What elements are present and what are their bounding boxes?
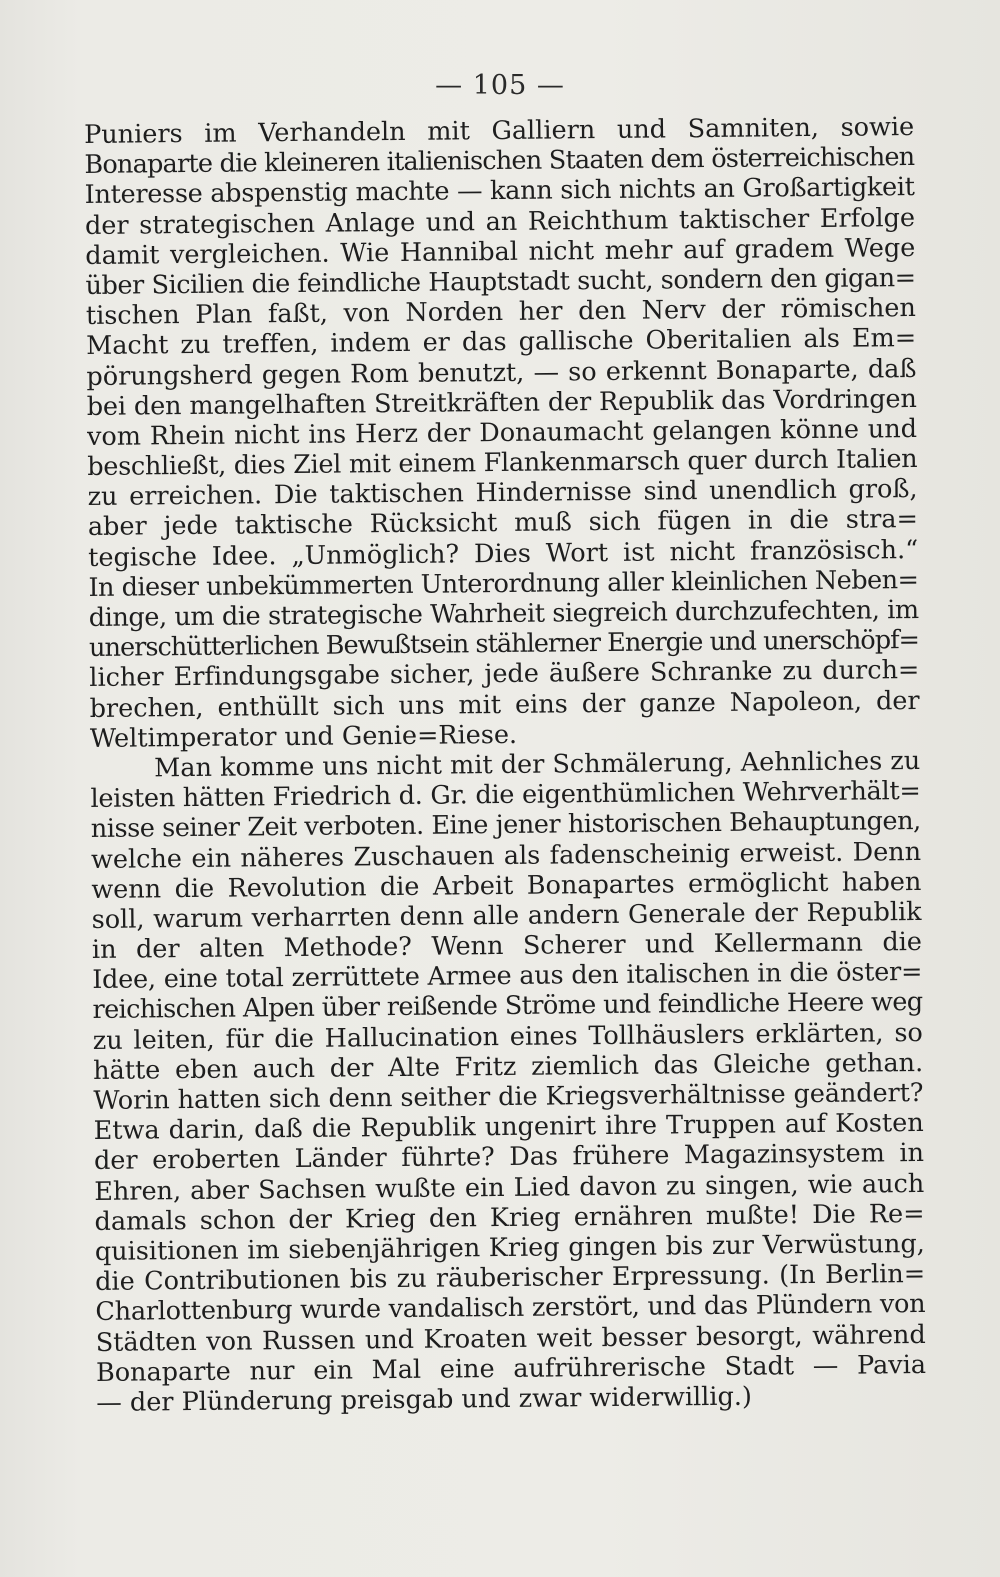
text-line: Ehren, aber Sachsen wußte ein Lied davon zu singen, wie auch	[94, 1168, 925, 1207]
text-line: wenn die Revolution die Arbeit Bonapartes ermöglicht haben	[91, 866, 922, 905]
text-line: welche ein näheres Zuschauen als fadenscheinig erweist. Denn	[90, 836, 922, 875]
text-line: Puniers im Verhandeln mit Galliern und Samniten, sowie	[84, 112, 915, 150]
body-text	[84, 112, 926, 1418]
text-line: In dieser unbekümmerten Unterordnung aller kleinlichen Neben=	[88, 564, 919, 603]
text-line: in der alten Methode? Wenn Scherer und Kellermann die	[91, 927, 923, 966]
text-line: der strategischen Anlage und an Reichthum taktischer Erfolge	[84, 202, 916, 241]
text-line: nisse seiner Zeit verboten. Eine jener historischen Behauptungen,	[90, 806, 921, 845]
text-line: tegische Idee. „Unmöglich? Dies Wort ist nicht französisch.“	[88, 534, 919, 573]
text-line: der eroberten Länder führte? Das frühere Magazinsystem in	[93, 1138, 925, 1177]
text-line: — der Plünderung preisgab und zwar widerwillig.)	[96, 1381, 753, 1418]
text-line: Interesse abspenstig machte — kann sich nichts an Großartigkeit	[84, 172, 915, 211]
text-line: Man komme uns nicht mit der Schmälerung, Aehnliches zu	[154, 745, 921, 784]
text-line: Weltimperator und Genie=Riese.	[89, 719, 518, 754]
text-line: bei den mangelhaften Streitkräften der Republik das Vordringen	[86, 383, 917, 422]
text-line: damals schon der Krieg den Krieg ernähren mußte! Die Re=	[94, 1198, 925, 1237]
text-line: Städten von Russen und Kroaten weit besser besorgt, während	[95, 1319, 926, 1358]
text-line: damit vergleichen. Wie Hannibal nicht mehr auf gradem Wege	[85, 232, 916, 271]
text-line: Idee, eine total zerrüttete Armee aus den italischen in die öster=	[92, 957, 923, 996]
text-line: Bonaparte die kleineren italienischen Staaten dem österreichischen	[84, 142, 915, 181]
text-line: Macht zu treffen, indem er das gallische Oberitalien als Em=	[86, 323, 917, 362]
text-line: aber jede taktische Rücksicht muß sich fügen in die stra=	[87, 504, 919, 543]
text-line: zu leiten, für die Hallucination eines Tollhäuslers erklärten, so	[92, 1017, 923, 1056]
text-line: reichischen Alpen über reißende Ströme und feindliche Heere weg	[92, 987, 923, 1026]
text-line: unerschütterlichen Bewußtsein stählerner Energie und unerschöpf=	[88, 625, 920, 664]
text-line: Worin hatten sich denn seither die Kriegsverhältnisse geändert?	[93, 1077, 924, 1116]
text-line: leisten hätten Friedrich d. Gr. die eigenthümlichen Wehrverhält=	[90, 776, 921, 815]
text-line: soll, warum verharrten denn alle andern Generale der Republik	[91, 896, 922, 935]
page-number: — 105 —	[435, 70, 565, 101]
text-line: Etwa darin, daß die Republik ungenirt ihre Truppen auf Kosten	[93, 1108, 924, 1147]
text-line: hätte eben auch der Alte Fritz ziemlich das Gleiche gethan.	[92, 1047, 924, 1086]
text-line: über Sicilien die feindliche Hauptstadt sucht, sondern den gigan=	[85, 262, 916, 301]
text-line: dinge, um die strategische Wahrheit siegreich durchzufechten, im	[88, 595, 919, 633]
text-line: brechen, enthüllt sich uns mit eins der ganze Napoleon, der	[89, 685, 920, 724]
text-line: vom Rhein nicht ins Herz der Donaumacht gelangen könne und	[86, 413, 918, 452]
text-line: quisitionen im siebenjährigen Krieg gingen bis zur Verwüstung,	[94, 1228, 925, 1267]
text-line: beschließt, dies Ziel mit einem Flankenmarsch quer durch Italien	[87, 444, 918, 483]
text-line: tischen Plan faßt, von Norden her den Nerv der römischen	[85, 293, 916, 332]
text-line: pörungsherd gegen Rom benutzt, — so erkennt Bonaparte, daß	[86, 353, 917, 392]
text-line: die Contributionen bis zu räuberischer Erpressung. (In Berlin=	[95, 1259, 926, 1298]
text-line: Bonaparte nur ein Mal eine aufrührerische Stadt — Pavia	[95, 1349, 927, 1388]
text-line: zu erreichen. Die taktischen Hindernisse sind unendlich groß,	[87, 474, 918, 513]
text-line: Charlottenburg wurde vandalisch zerstört, und das Plündern von	[95, 1289, 926, 1328]
text-line: licher Erfindungsgabe sicher, jede äußere Schranke zu durch=	[89, 655, 920, 694]
